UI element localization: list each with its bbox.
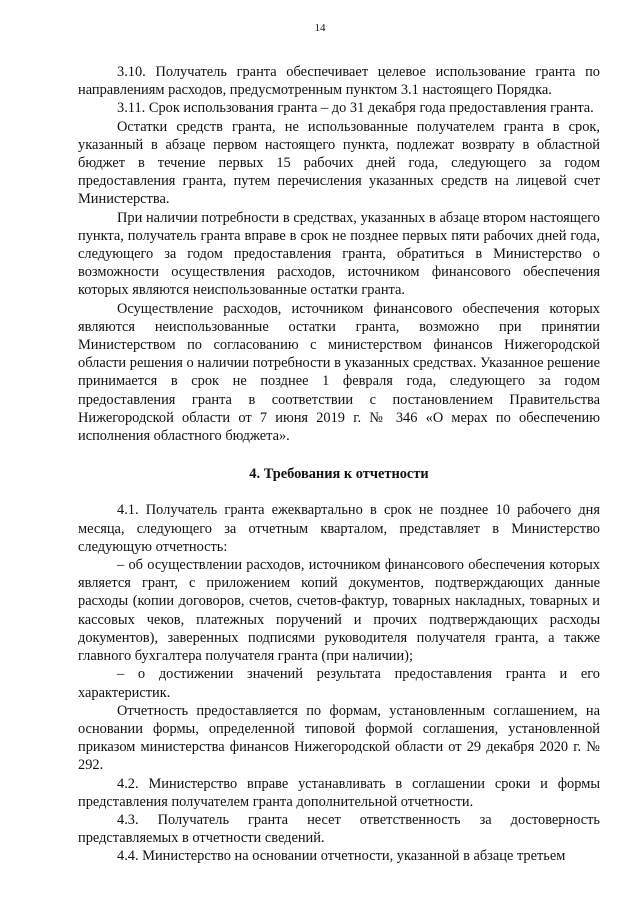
paragraph-4-4: 4.4. Министерство на основании отчетности, указанной в абзаце третьем — [117, 848, 566, 865]
paragraph-4-2: 4.2. Министерство вправе устанавливать в соглашении сроки и формы представления получателем гранта дополнительной отчетности. — [78, 775, 600, 810]
paragraph-report-forms: Отчетность предоставляется по формам, установленным соглашением, на основании формы, определенной типовой формой соглашения, установленной приказом министерства финансов Нижегородской области от 29 декабря 2020 г. № 292. — [78, 702, 600, 774]
paragraph-4-3: 4.3. Получатель гранта несет ответственность за достоверность представляемых в отчетности сведений. — [78, 811, 600, 847]
list-item-expenditure-report: – об осуществлении расходов, источником финансового обеспечения которых является грант, с приложением копий документов, подтверждающих данные расходы (копии договоров, счетов, счетов-фактур, товарных накладных, товарных и кассовых чеков, платежных поручений и прочих подтверждающих расходы документов), заверенных подписями руководителя получателя гранта, а также главного бухгалтера получателя гранта (при наличии); — [78, 557, 600, 665]
paragraph-3-11: 3.11. Срок использования гранта – до 31 декабря года предоставления гранта. — [117, 100, 594, 117]
paragraph-4-1: 4.1. Получатель гранта ежеквартально в срок не позднее 10 рабочего дня месяца, следующего за отчетным кварталом, представляет в Министерство следующую отчетность: — [78, 502, 600, 555]
list-item-result-report: – о достижении значений результата предоставления гранта и его характеристик. — [78, 666, 600, 701]
document-body — [78, 63, 600, 866]
page-number: 14 — [314, 22, 326, 34]
paragraph-expenditure-decision: Осуществление расходов, источником финансового обеспечения которых являются неиспользованные остатки гранта, возможно при принятии Министерством по согласованию с министерством финансов Нижегородской области решения о наличии потребности в указанных средствах. Указанное решение принимается в срок не позднее 1 февраля года, следующего за годом предоставления гранта в соответствии с постановлением Правительства Нижегородской области от 7 июня 2019 г. № 346 «О мерах по обеспечению исполнения областного бюджета». — [78, 300, 600, 445]
paragraph-3-10: 3.10. Получатель гранта обеспечивает целевое использование гранта по направлениям расходов, предусмотренным пунктом 3.1 настоящего Порядка. — [78, 64, 600, 99]
paragraph-need-for-funds: При наличии потребности в средствах, указанных в абзаце втором настоящего пункта, получатель гранта вправе в срок не позднее первых пяти рабочих дней года, следующего за годом предоставления гранта, обратиться в Министерство о возможности осуществления расходов, источником финансового обеспечения которых являются неиспользованные остатки гранта. — [78, 209, 600, 299]
paragraph-grant-remainder-return: Остатки средств гранта, не использованные получателем гранта в срок, указанный в абзаце первом настоящего пункта, подлежат возврату в областной бюджет в течение первых 15 рабочих дней года, следующего за годом предоставления гранта, путем перечисления указанных средств на лицевой счет Министерства. — [78, 118, 600, 208]
section-heading-reporting: 4. Требования к отчетности — [249, 466, 429, 483]
